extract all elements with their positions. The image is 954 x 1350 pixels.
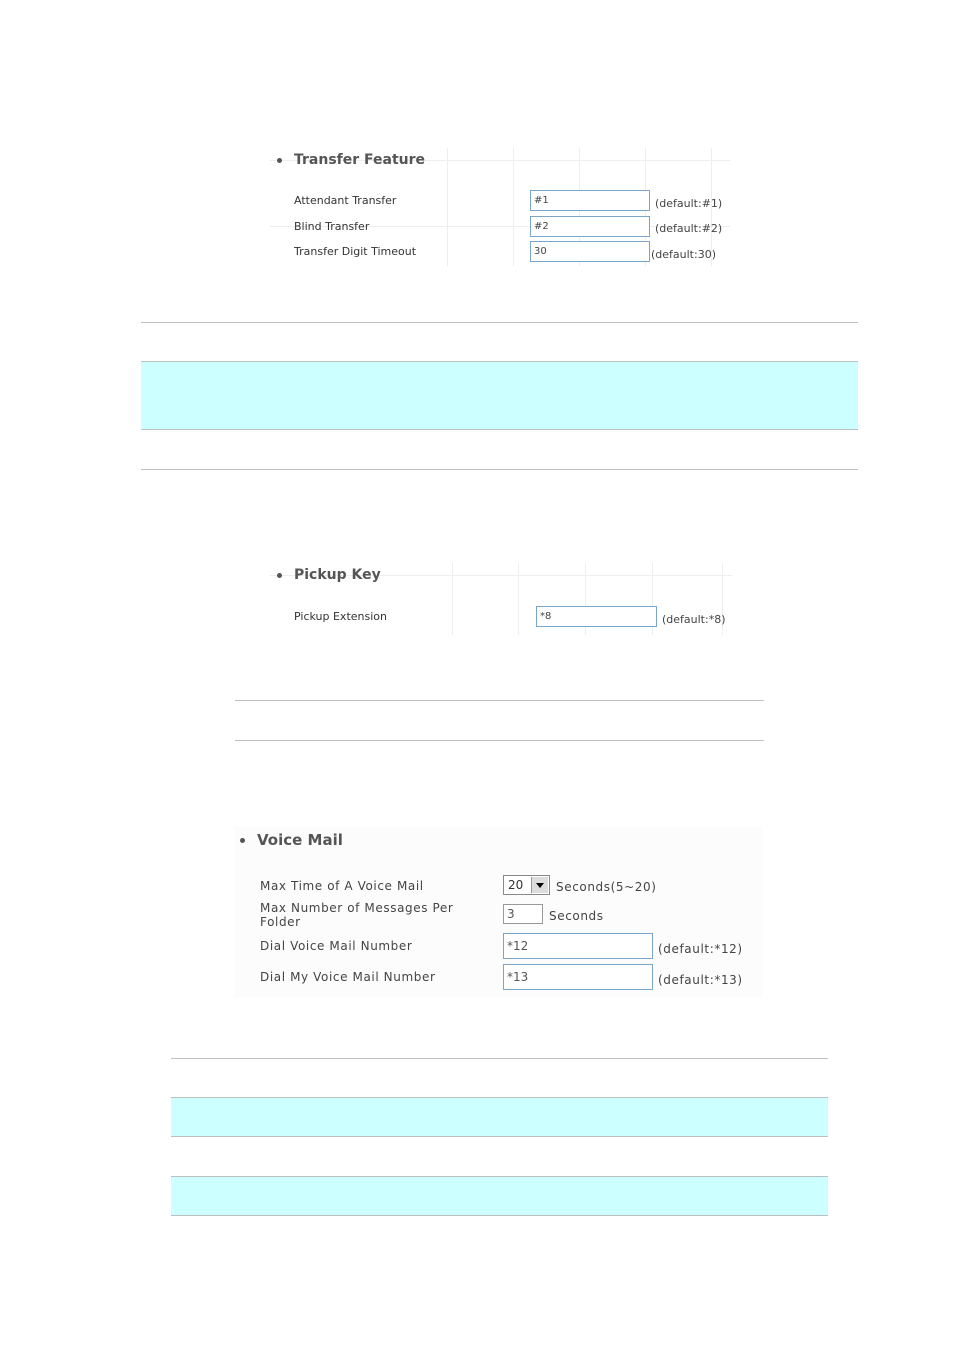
pickup-extension-default: (default:*8) <box>662 613 726 626</box>
pickup-extension-label: Pickup Extension <box>294 610 387 623</box>
max-messages-hint: Seconds <box>549 909 604 923</box>
dial-my-voice-mail-default: (default:*13) <box>658 973 743 987</box>
table-rule <box>235 700 764 701</box>
bullet-icon <box>277 158 282 163</box>
pickup-key-heading <box>277 567 381 583</box>
table-row-shaded <box>141 361 858 430</box>
bullet-icon <box>277 573 282 578</box>
section-title: Pickup Key <box>294 567 381 583</box>
dial-my-voice-mail-label: Dial My Voice Mail Number <box>260 970 436 984</box>
transfer-digit-timeout-input[interactable] <box>530 241 650 262</box>
max-time-select[interactable] <box>503 875 550 895</box>
table-rule <box>235 740 764 741</box>
voice-mail-heading <box>240 831 343 849</box>
pickup-extension-input[interactable] <box>536 606 657 627</box>
dial-voice-mail-input[interactable] <box>503 933 653 959</box>
section-title: Transfer Feature <box>294 152 426 168</box>
attendant-transfer-label: Attendant Transfer <box>294 194 397 207</box>
bullet-icon <box>240 838 245 843</box>
transfer-digit-timeout-label: Transfer Digit Timeout <box>294 245 417 258</box>
max-time-label: Max Time of A Voice Mail <box>260 879 424 893</box>
max-time-value: 20 <box>508 878 524 892</box>
table-row-shaded <box>171 1097 828 1137</box>
dial-my-voice-mail-input[interactable] <box>503 964 653 990</box>
blind-transfer-label: Blind Transfer <box>294 220 370 233</box>
table-rule <box>171 1058 828 1059</box>
max-messages-input[interactable] <box>503 904 543 924</box>
dial-voice-mail-default: (default:*12) <box>658 942 743 956</box>
table-rule <box>141 322 858 323</box>
transfer-feature-heading <box>277 152 425 168</box>
max-messages-label: Max Number of Messages Per Folder <box>260 901 454 929</box>
chevron-down-icon[interactable] <box>531 877 548 893</box>
table-rule <box>141 469 858 470</box>
attendant-transfer-input[interactable] <box>530 190 650 211</box>
transfer-digit-timeout-default: (default:30) <box>651 248 716 261</box>
attendant-transfer-default: (default:#1) <box>655 197 723 210</box>
blind-transfer-input[interactable] <box>530 216 650 237</box>
blind-transfer-default: (default:#2) <box>655 222 723 235</box>
dial-voice-mail-label: Dial Voice Mail Number <box>260 939 413 953</box>
table-row-shaded <box>171 1176 828 1216</box>
max-time-hint: Seconds(5~20) <box>556 880 657 894</box>
section-title: Voice Mail <box>257 831 343 849</box>
